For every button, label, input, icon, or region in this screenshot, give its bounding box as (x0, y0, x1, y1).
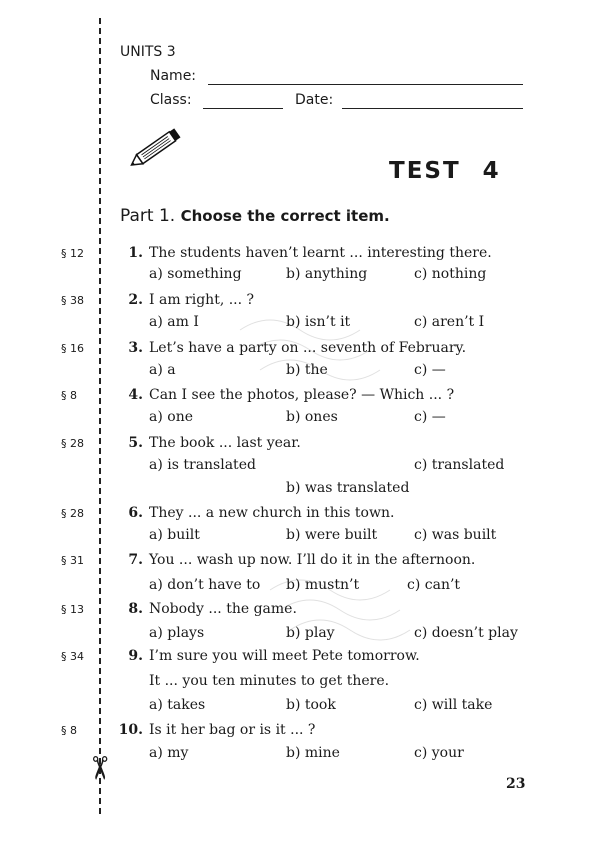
question-number: 8. (128, 601, 143, 617)
date-label: Date: (295, 92, 334, 108)
answer-option-a[interactable]: a) my (149, 745, 189, 761)
question-number: 2. (128, 292, 143, 308)
question-number: 10. (118, 722, 143, 738)
class-label: Class: (150, 92, 192, 108)
question-text: Is it her bag or is it ... ? (149, 722, 316, 738)
answer-option-b[interactable]: b) mustn’t (286, 577, 360, 593)
answer-option-a[interactable]: a) am I (149, 314, 199, 330)
answer-option-c[interactable]: c) will take (414, 697, 493, 713)
grammar-ref: § 38 (61, 294, 84, 307)
page-number: 23 (506, 776, 526, 792)
question-text: Let’s have a party on ... seventh of February. (149, 340, 467, 356)
grammar-ref: § 31 (61, 554, 84, 567)
answer-option-a[interactable]: a) plays (149, 625, 205, 641)
part-label: Part 1. (120, 206, 176, 226)
answer-option-b[interactable]: b) ones (286, 409, 338, 425)
question-number: 7. (128, 552, 143, 568)
answer-option-b[interactable]: b) was translated (286, 480, 410, 496)
answer-option-a[interactable]: a) something (149, 266, 242, 282)
test-word: TEST (389, 158, 461, 184)
answer-option-a[interactable]: a) is translated (149, 457, 256, 473)
question-text: The students haven’t learnt ... interesting there. (149, 245, 492, 261)
answer-option-b[interactable]: b) isn’t it (286, 314, 351, 330)
answer-option-c[interactable]: c) — (414, 362, 446, 378)
grammar-ref: § 8 (61, 724, 77, 737)
question-number: 3. (128, 340, 143, 356)
grammar-ref: § 12 (61, 247, 84, 260)
class-field[interactable] (203, 108, 283, 109)
answer-option-a[interactable]: a) don’t have to (149, 577, 261, 593)
question-text: I am right, ... ? (149, 292, 255, 308)
units-label: UNITS 3 (120, 44, 176, 60)
scissors-icon: ✂ (80, 754, 119, 782)
answer-option-b[interactable]: b) took (286, 697, 336, 713)
answer-option-a[interactable]: a) one (149, 409, 193, 425)
answer-option-c[interactable]: c) — (414, 409, 446, 425)
answer-option-c[interactable]: c) doesn’t play (414, 625, 518, 641)
question-text: I’m sure you will meet Pete tomorrow. (149, 648, 420, 664)
answer-option-b[interactable]: b) were built (286, 527, 378, 543)
grammar-ref: § 8 (61, 389, 77, 402)
date-field[interactable] (342, 108, 523, 109)
grammar-ref: § 13 (61, 603, 84, 616)
test-number: 4 (482, 158, 501, 184)
question-number: 5. (128, 435, 143, 451)
pen-icon (128, 125, 188, 170)
question-text: Can I see the photos, please? — Which ... ? (149, 387, 455, 403)
question-text-line-2: It ... you ten minutes to get there. (149, 673, 390, 689)
question-number: 6. (128, 505, 143, 521)
name-label: Name: (150, 68, 197, 84)
question-number: 1. (128, 245, 143, 261)
part-heading (120, 206, 390, 226)
answer-option-c[interactable]: c) can’t (407, 577, 461, 593)
answer-option-a[interactable]: a) takes (149, 697, 206, 713)
question-text: Nobody ... the game. (149, 601, 297, 617)
answer-option-b[interactable]: b) the (286, 362, 328, 378)
grammar-ref: § 16 (61, 342, 84, 355)
question-number: 4. (128, 387, 143, 403)
answer-option-b[interactable]: b) anything (286, 266, 368, 282)
cut-line (99, 18, 101, 814)
question-text: The book ... last year. (149, 435, 301, 451)
answer-option-a[interactable]: a) built (149, 527, 200, 543)
question-text: You ... wash up now. I’ll do it in the afternoon. (149, 552, 476, 568)
answer-option-c[interactable]: c) aren’t I (414, 314, 485, 330)
grammar-ref: § 34 (61, 650, 84, 663)
name-field[interactable] (208, 84, 523, 85)
part-instruction: Choose the correct item. (180, 207, 390, 225)
grammar-ref: § 28 (61, 437, 84, 450)
question-text: They ... a new church in this town. (149, 505, 395, 521)
answer-option-b[interactable]: b) mine (286, 745, 340, 761)
answer-option-c[interactable]: c) nothing (414, 266, 487, 282)
answer-option-b[interactable]: b) play (286, 625, 335, 641)
answer-option-c[interactable]: c) was built (414, 527, 497, 543)
question-number: 9. (128, 648, 143, 664)
test-title (389, 158, 501, 184)
grammar-ref: § 28 (61, 507, 84, 520)
answer-option-c[interactable]: c) translated (414, 457, 505, 473)
answer-option-a[interactable]: a) a (149, 362, 176, 378)
answer-option-c[interactable]: c) your (414, 745, 464, 761)
